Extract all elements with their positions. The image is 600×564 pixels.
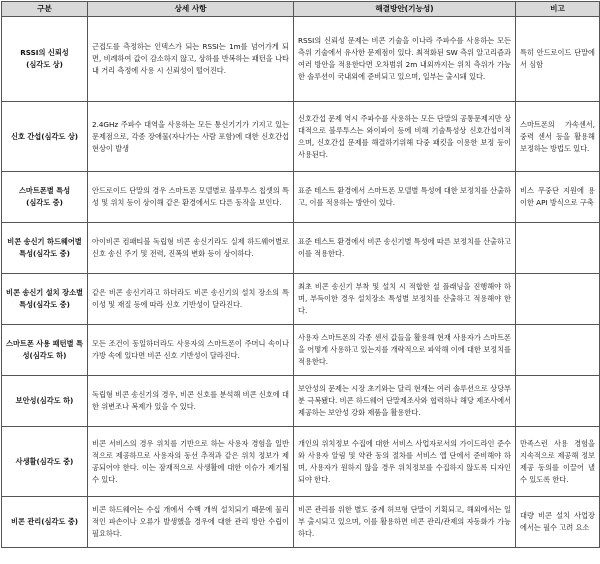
row-note (516, 376, 600, 427)
row-category: 사생활(심각도 중) (2, 427, 88, 497)
row-note (516, 325, 600, 376)
row-description: 비콘 서비스의 경우 위치를 기반으로 하는 사용자 경험을 일반적으로 제공하므로 사용자의 동선 추적과 같은 위치 정보가 제공되어야 한다. 이는 잠재적으로 사생활에 대한 이슈가 제기될 수 있다. (88, 427, 294, 497)
row-description: 모든 조건이 동일하더라도 사용자의 스마트폰이 주머니 속이나 가방 속에 있다면 비콘 신호 기반성이 달라진다. (88, 325, 294, 376)
table-header-row (2, 2, 600, 17)
row-note: 대량 비콘 설치 사업장에서는 필수 고려 요소 (516, 497, 600, 548)
row-description: 안드로이드 단말의 경우 스마트폰 모델별로 블루투스 칩셋의 특성 및 위치 등이 상이해 같은 환경에서도 다른 동작을 보인다. (88, 172, 294, 223)
row-description: 같은 비콘 송신기라고 하더라도 비콘 송신기의 설치 장소의 특이성 및 재질 등에 따라 신호 기반성이 달라진다. (88, 274, 294, 325)
row-category: 보안성(심각도 하) (2, 376, 88, 427)
row-description: 독립형 비콘 송신기의 경우, 비콘 신호를 분석해 비콘 신호에 대한 위변조나 복제가 있을 수 있다. (88, 376, 294, 427)
row-solution: 최초 비콘 송신기 부착 및 설치 시 적합한 설 플래닝을 진행해야 하며, 부득이한 경우 설치장소 특성별 보정치를 산출하고 적용해야 한다. (294, 274, 516, 325)
header-note: 비고 (516, 2, 600, 17)
table-row (2, 376, 600, 427)
header-solution: 해결방안(기능성) (294, 2, 516, 17)
row-note: 만족스런 사용 경험을 지속적으로 제공해 정보 제공 동의를 이끌어 낼 수 있도록 한다. (516, 427, 600, 497)
row-category: RSSI의 신뢰성 (심각도 상) (2, 17, 88, 102)
row-solution: 보안성의 문제는 시장 초기와는 달리 현재는 여러 솔루션으로 상당부분 극복됐다. 비콘 하드웨어 단말제조사와 협력하나 해당 제조사에서 제공하는 보안성 강화 제품을 활용한다. (294, 376, 516, 427)
row-category: 비콘 송신기 설치 장소별 특성(심각도 중) (2, 274, 88, 325)
table-row (2, 427, 600, 497)
row-solution: 사용자 스마트폰의 각종 센서 값들을 활용해 현재 사용자가 스마트폰을 어떻게 사용하고 있는지를 개략적으로 파악해 이에 대한 보정치를 적용한다. (294, 325, 516, 376)
row-description: 비콘 하드웨어는 수십 개에서 수백 개씩 설치되기 때문에 물리적인 파손이나 오류가 발생했을 경우에 대한 관리 방안 수립이 필요하다. (88, 497, 294, 548)
table-row (2, 325, 600, 376)
table-row (2, 497, 600, 548)
row-description: 2.4GHz 주파수 대역을 사용하는 모든 통신기기가 기지고 있는 문제점으로, 각종 장애물(자나가는 사람 포함)에 대한 신호간섭 현상이 발생 (88, 102, 294, 172)
row-solution: 개인의 위치정보 수집에 대한 서비스 사업자로서의 가이드라인 준수와 사용자 알림 및 약관 동의 절차를 서비스 앱 단에서 준비해야 하며, 사용자가 원하지 않을 경우 위치정보를 수집하지 않도록 디자인되야 한다. (294, 427, 516, 497)
table-row (2, 274, 600, 325)
row-solution: 표준 테스트 환경에서 스마트폰 모델별 특성에 대한 보정치를 산출하고, 이를 적용하는 방안이 있다. (294, 172, 516, 223)
row-note (516, 274, 600, 325)
row-description: 근접도를 측정하는 인덱스가 되는 RSSI는 1m를 넘어가게 되면, 비례하여 값이 감소하지 않고, 상하를 반복하는 패턴을 나타내 거리 측정에 사용 시 신뢰성이 떨어진다. (88, 17, 294, 102)
row-solution: 표준 테스트 환경에서 비콘 송신기별 특성에 따른 보정치를 산출하고 이를 적용한다. (294, 223, 516, 274)
row-solution: 신호간섭 문제 역시 주파수를 사용하는 모든 단말의 공통문제지만 상대적으로 블루투스는 와이파이 등에 비해 기술특성상 신호간섭이적으며, 신호간섭 문제를 해결하기위해 다중 패킷을 이용한 보정 등이 사용된다. (294, 102, 516, 172)
table-row (2, 102, 600, 172)
row-category: 신호 간섭(심각도 상) (2, 102, 88, 172)
table-row (2, 17, 600, 102)
header-description: 상세 사항 (88, 2, 294, 17)
row-category: 스마트폰별 특성 (심각도 중) (2, 172, 88, 223)
table-row (2, 223, 600, 274)
row-note: 특히 안드로이드 단말에서 심함 (516, 17, 600, 102)
row-description: 아이비콘 컴패티블 독립형 비콘 송신기라도 실제 하드웨어별로 신호 송신 주기 및 전력, 진폭의 변화 등이 상이하다. (88, 223, 294, 274)
row-category: 스마트폰 사용 패턴별 특성(심각도 하) (2, 325, 88, 376)
row-solution: 비콘 관리를 위한 별도 중계 허브형 단말이 기획되고, 해외에서는 일부 출시되고 있으며, 이를 활용하면 비콘 관리/관제의 자동화가 가능하다. (294, 497, 516, 548)
row-note (516, 223, 600, 274)
issues-table (1, 1, 600, 548)
row-category: 비콘 관리(심각도 중) (2, 497, 88, 548)
header-category: 구분 (2, 2, 88, 17)
row-note: 비스 무중단 지원에 용이한 API 방식으로 구축 (516, 172, 600, 223)
row-category: 비콘 송신기 하드웨어별 특성(심각도 중) (2, 223, 88, 274)
row-solution: RSSI의 신뢰성 문제는 비콘 기술을 이나라 주파수를 사용하는 모든 측위 기술에서 유사한 문제점이 있다. 최적화된 SW 측위 알고리즘과 여러 방안을 적용한다면 오차범위 2m 내외까지는 위치 측위가 가능한 솔루션이 국내외에 준비되고 있으며, 일부는 출시돼 있다. (294, 17, 516, 102)
row-note: 스마트폰의 가속센서, 중력 센서 등을 활용해 보정하는 방법도 있다. (516, 102, 600, 172)
table-row (2, 172, 600, 223)
